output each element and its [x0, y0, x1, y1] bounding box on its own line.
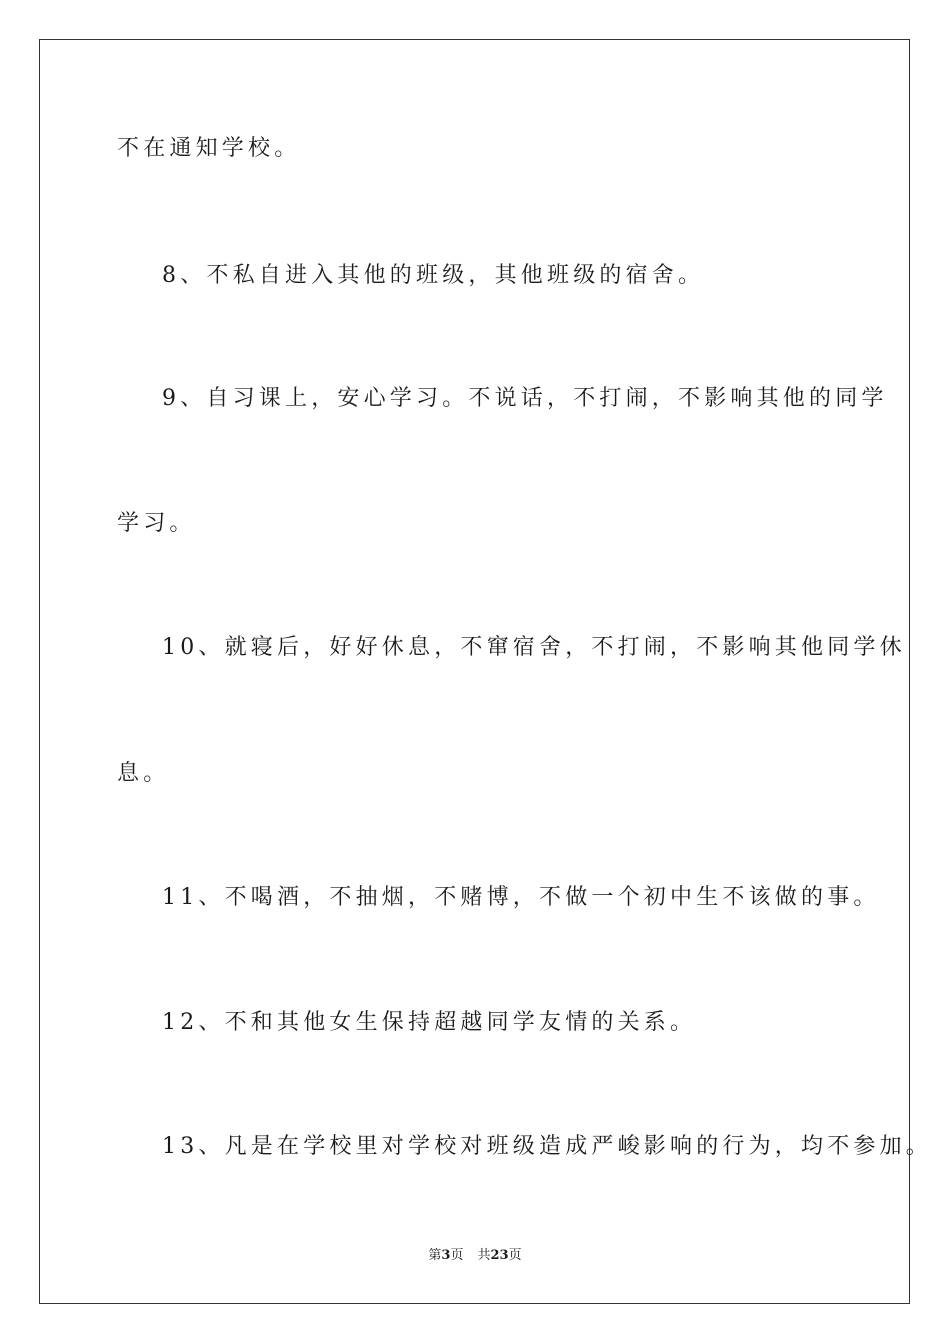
total-pages: 23 [490, 1248, 509, 1263]
total-label-prefix: 共 [477, 1248, 491, 1263]
body-text-line: 息。 [117, 761, 170, 786]
body-text-line: 13、凡是在学校里对学校对班级造成严峻影响的行为，均不参加。 [162, 1134, 932, 1159]
page-number: 3 [441, 1248, 451, 1263]
body-text-line: 不在通知学校。 [117, 136, 301, 161]
body-text-line: 10、就寝后，好好休息，不窜宿舍，不打闹，不影响其他同学休 [162, 635, 906, 660]
body-text-line: 12、不和其他女生保持超越同学友情的关系。 [162, 1010, 697, 1035]
body-text-line: 11、不喝酒，不抽烟，不赌博，不做一个初中生不该做的事。 [162, 885, 880, 910]
body-text-line: 9、自习课上，安心学习。不说话，不打闹，不影响其他的同学 [162, 386, 888, 411]
body-text-line: 8、不私自进入其他的班级，其他班级的宿舍。 [162, 263, 705, 288]
body-text-line: 学习。 [117, 511, 196, 536]
page-label-suffix: 页 [450, 1248, 464, 1263]
page-label-prefix: 第 [428, 1248, 442, 1263]
page-border [39, 39, 910, 1304]
total-label-suffix: 页 [508, 1248, 522, 1263]
page-footer [0, 1248, 950, 1264]
